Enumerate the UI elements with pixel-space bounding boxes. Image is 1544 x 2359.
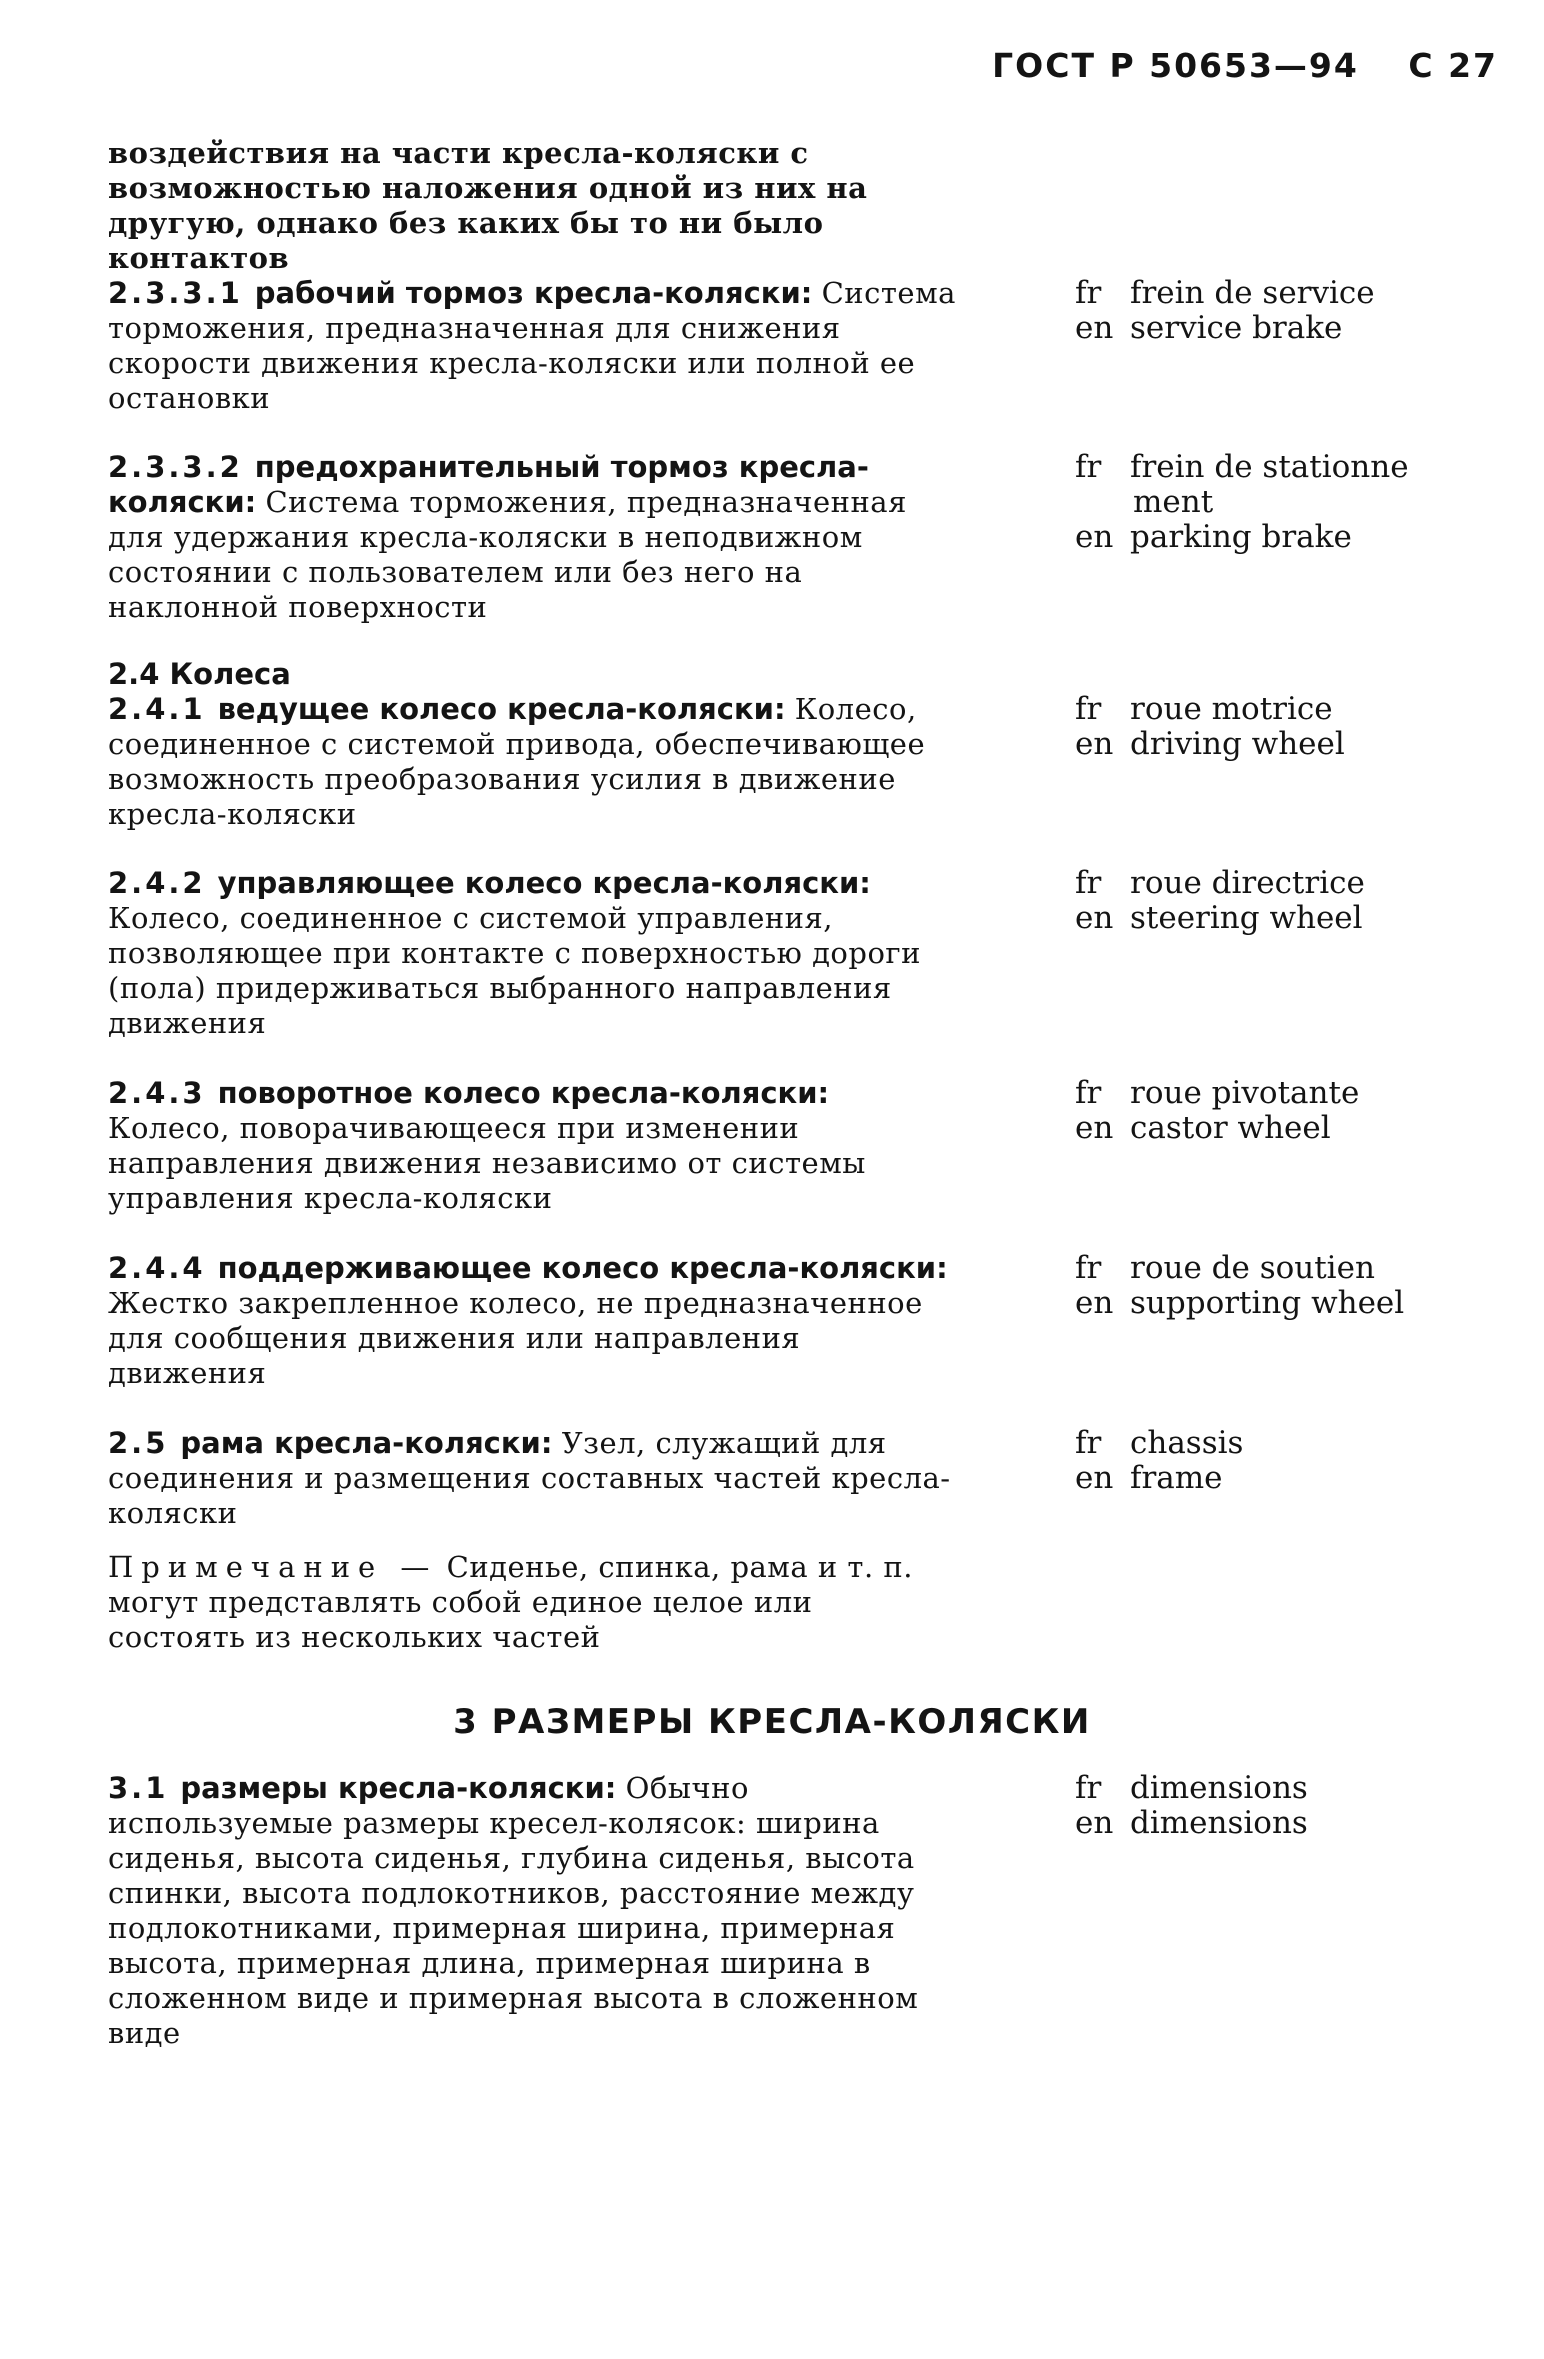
foreign-equivalents: fr roue pivotante en castor wheel (1075, 1075, 1360, 1146)
french-term: dimensions (1130, 1770, 1308, 1806)
french-term: chassis (1130, 1425, 1244, 1461)
entry-term: рабочий тормоз кресла-коляски: (254, 276, 813, 310)
term-entry (108, 1076, 958, 1216)
entry-number: 2.3.3.1 (108, 276, 243, 310)
term-entry (108, 866, 958, 1041)
english-term: dimensions (1130, 1805, 1308, 1841)
foreign-equivalents: fr roue directrice en steering wheel (1075, 865, 1365, 936)
note-text: Сиденье, спинка, рама и т. п. могут представлять собой единое целое или состоять из нескольких частей (108, 1550, 913, 1654)
entry-number: 2.3.3.2 (108, 450, 243, 484)
subsection-heading: 2.4 Колеса (108, 657, 291, 691)
entry-definition: Узел, служащий для соединения и размещения составных частей кресла-коляски (108, 1426, 951, 1530)
english-term: parking brake (1130, 519, 1352, 555)
page-header (992, 46, 1498, 85)
entry-term: управляющее колесо кресла-коляски: (217, 866, 871, 900)
term-entry (108, 276, 958, 416)
intro-paragraph (108, 136, 958, 276)
french-term: roue directrice (1130, 865, 1365, 901)
entry-term: размеры кресла-коляски: (180, 1771, 617, 1805)
english-term: driving wheel (1130, 726, 1345, 762)
entry-number: 2.4.1 (108, 692, 206, 726)
entry-definition: Система торможения, предназначенная для снижения скорости движения кресла-коляски или полной ее остановки (108, 276, 956, 415)
entry-number: 2.4.2 (108, 866, 206, 900)
entry-definition: Система торможения, предназначенная для удержания кресла-коляски в неподвижном состоянии с пользователем или без него на наклонной поверхности (108, 485, 907, 624)
standard-number: ГОСТ Р 50653—94 (992, 46, 1359, 85)
foreign-equivalents: fr roue motrice en driving wheel (1075, 691, 1345, 762)
entry-definition: Обычно используемые размеры кресел-колясок: ширина сиденья, высота сиденья, глубина сиденья, высота спинки, высота подлокотников, расстояние между подлокотниками, примерная ширина, примерная высота, примерная длина, примерная ширина в сложенном виде и примерная высота в сложенном виде (108, 1771, 919, 2050)
note-label: Примечание — (108, 1550, 438, 1584)
section-title: 3 РАЗМЕРЫ КРЕСЛА-КОЛЯСКИ (453, 1702, 1091, 1742)
intro-text: воздействия на части кресла-коляски с возможностью наложения одной из них на другую, однако без каких бы то ни было контактов (108, 136, 868, 275)
entry-term: поворотное колесо кресла-коляски: (217, 1076, 830, 1110)
entry-number: 2.5 (108, 1426, 169, 1460)
english-term: supporting wheel (1130, 1285, 1405, 1321)
term-entry (108, 657, 958, 832)
entry-term: рама кресла-коляски: (180, 1426, 553, 1460)
french-term: frein de stationne (1130, 449, 1409, 485)
english-term: service brake (1130, 310, 1343, 346)
foreign-equivalents: fr frein de service en service brake (1075, 275, 1375, 346)
english-term: frame (1130, 1460, 1223, 1496)
entry-term: поддерживающее колесо кресла-коляски: (217, 1251, 948, 1285)
entry-definition: Жестко закрепленное колесо, не предназначенное для сообщения движения или направления движения (108, 1286, 923, 1390)
french-term: roue pivotante (1130, 1075, 1360, 1111)
english-term: castor wheel (1130, 1110, 1331, 1146)
entry-number: 3.1 (108, 1771, 169, 1805)
french-term: roue motrice (1130, 691, 1333, 727)
entry-definition: Колесо, поворачивающееся при изменении направления движения независимо от системы управления кресла-коляски (108, 1111, 866, 1215)
english-term: steering wheel (1130, 900, 1363, 936)
page-number: С 27 (1408, 46, 1498, 85)
entry-definition: Колесо, соединенное с системой управления, позволяющее при контакте с поверхностью дороги (пола) придерживаться выбранного направления движения (108, 901, 921, 1040)
french-term: roue de soutien (1130, 1250, 1375, 1286)
foreign-equivalents: fr dimensions en dimensions (1075, 1770, 1308, 1841)
term-entry (108, 1771, 958, 2051)
term-entry (108, 1426, 958, 1531)
entry-number: 2.4.3 (108, 1076, 206, 1110)
entry-term: предохранительный тормоз кресла-коляски: (108, 450, 869, 519)
term-entry (108, 450, 958, 625)
foreign-equivalents: fr roue de soutien en supporting wheel (1075, 1250, 1405, 1321)
entry-term: ведущее колесо кресла-коляски: (217, 692, 786, 726)
foreign-equivalents: fr chassis en frame (1075, 1425, 1244, 1496)
entry-number: 2.4.4 (108, 1251, 206, 1285)
term-entry (108, 1251, 958, 1391)
entry-definition: Колесо, соединенное с системой привода, обеспечивающее возможность преобразования усилия в движение кресла-коляски (108, 692, 926, 831)
foreign-equivalents: fr frein de stationne ment en parking brake (1075, 450, 1515, 555)
french-term-continuation: ment (1133, 484, 1214, 520)
french-term: frein de service (1130, 275, 1375, 311)
note-paragraph (108, 1550, 958, 1655)
